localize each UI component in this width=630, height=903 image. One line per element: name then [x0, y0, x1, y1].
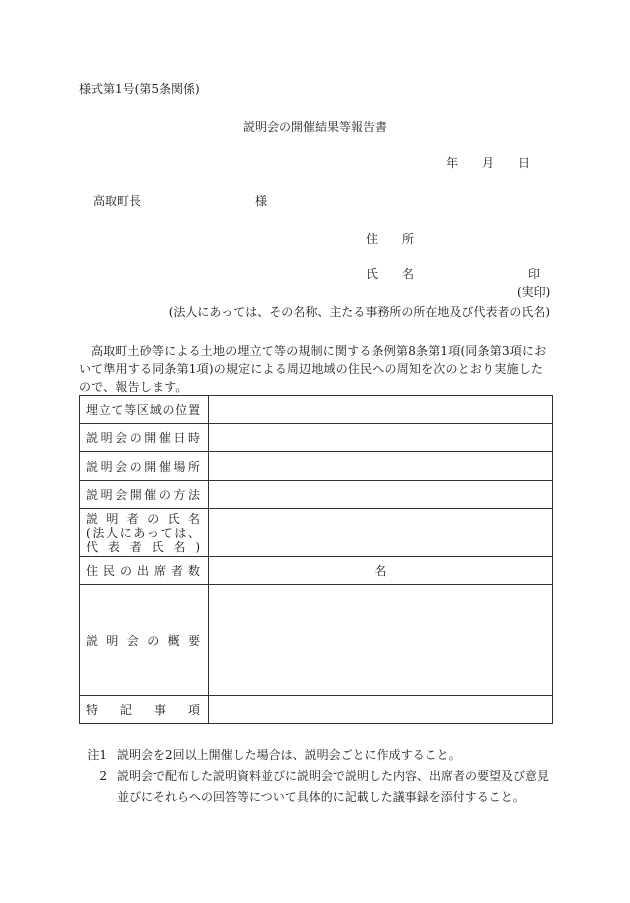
row-value-cell[interactable]: [209, 509, 553, 557]
table-row: [80, 396, 553, 424]
row-label-text: 特記事項: [86, 703, 200, 717]
date-line: [446, 157, 530, 169]
row-label-text: 説明会開催の方法: [86, 488, 200, 502]
table-row: [80, 509, 553, 557]
note-text: 説明会を2回以上開催した場合は、説明会ごとに作成すること。: [117, 748, 461, 762]
addressee-honorific: 様: [255, 194, 268, 208]
count-unit: 名: [374, 564, 387, 578]
row-label-line: (法人にあっては、: [86, 525, 200, 540]
report-table: [79, 395, 553, 724]
table-row: [80, 585, 553, 696]
row-label: [80, 452, 209, 481]
note-marker: 2: [99, 769, 107, 783]
note-item: [79, 745, 559, 766]
note-marker: 注1: [87, 748, 107, 762]
row-value-cell[interactable]: [209, 424, 553, 452]
row-label: [80, 396, 209, 424]
row-label-line: 説明者の氏名: [86, 511, 200, 526]
notes: [79, 745, 559, 808]
corporate-note: (法人にあっては、その名称、主たる事務所の所在地及び代表者の氏名): [168, 305, 550, 319]
form-number: 様式第1号(第5条関係): [79, 82, 200, 96]
addressee-name: 高取町長: [93, 194, 142, 208]
row-label-text: 埋立て等区域の位置: [86, 403, 200, 417]
table-row: [80, 424, 553, 452]
row-value-cell[interactable]: [209, 452, 553, 481]
note-item: [79, 766, 559, 808]
table-row: [80, 481, 553, 509]
row-value-cell[interactable]: [209, 481, 553, 509]
row-label: [80, 557, 209, 585]
row-label: [80, 424, 209, 452]
row-label-text: 説明会の概要: [86, 633, 200, 648]
seal-note: (実印): [517, 285, 551, 299]
row-label: [80, 481, 209, 509]
table-row: [80, 557, 553, 585]
row-label-line: 代表者氏名): [86, 539, 200, 554]
row-value-cell[interactable]: [209, 585, 553, 696]
document-title: 説明会の開催結果等報告書: [242, 120, 387, 134]
address-label: 住 所: [366, 232, 415, 246]
row-value-cell[interactable]: [209, 396, 553, 424]
row-label-text: 説明会の開催日時: [86, 431, 200, 445]
row-label: [80, 585, 209, 696]
table-row: [80, 696, 553, 724]
row-value-cell[interactable]: [209, 696, 553, 724]
row-label-text: 説明会の開催場所: [86, 459, 200, 474]
row-label-text: 住民の出席者数: [86, 564, 200, 578]
date-day: 日: [518, 156, 531, 170]
row-label: [80, 509, 209, 557]
row-label: [80, 696, 209, 724]
date-year: 年: [446, 156, 459, 170]
seal-mark: 印: [528, 267, 541, 281]
date-month: 月: [482, 156, 495, 170]
attendee-count-cell[interactable]: [209, 557, 553, 585]
note-text: 説明会で配布した説明資料並びに説明会で説明した内容、出席者の要望及び意見並びにそれらへの回答等について具体的に記載した議事録を添付すること。: [117, 769, 550, 804]
table-row: [80, 452, 553, 481]
intro-paragraph: 高取町土砂等による土地の埋立て等の規制に関する条例第8条第1項(同条第3項において準用する同条第1項)の規定による周辺地域の住民への周知を次のとおり実施したので、報告します。: [79, 344, 547, 394]
name-label: 氏 名: [366, 267, 415, 281]
